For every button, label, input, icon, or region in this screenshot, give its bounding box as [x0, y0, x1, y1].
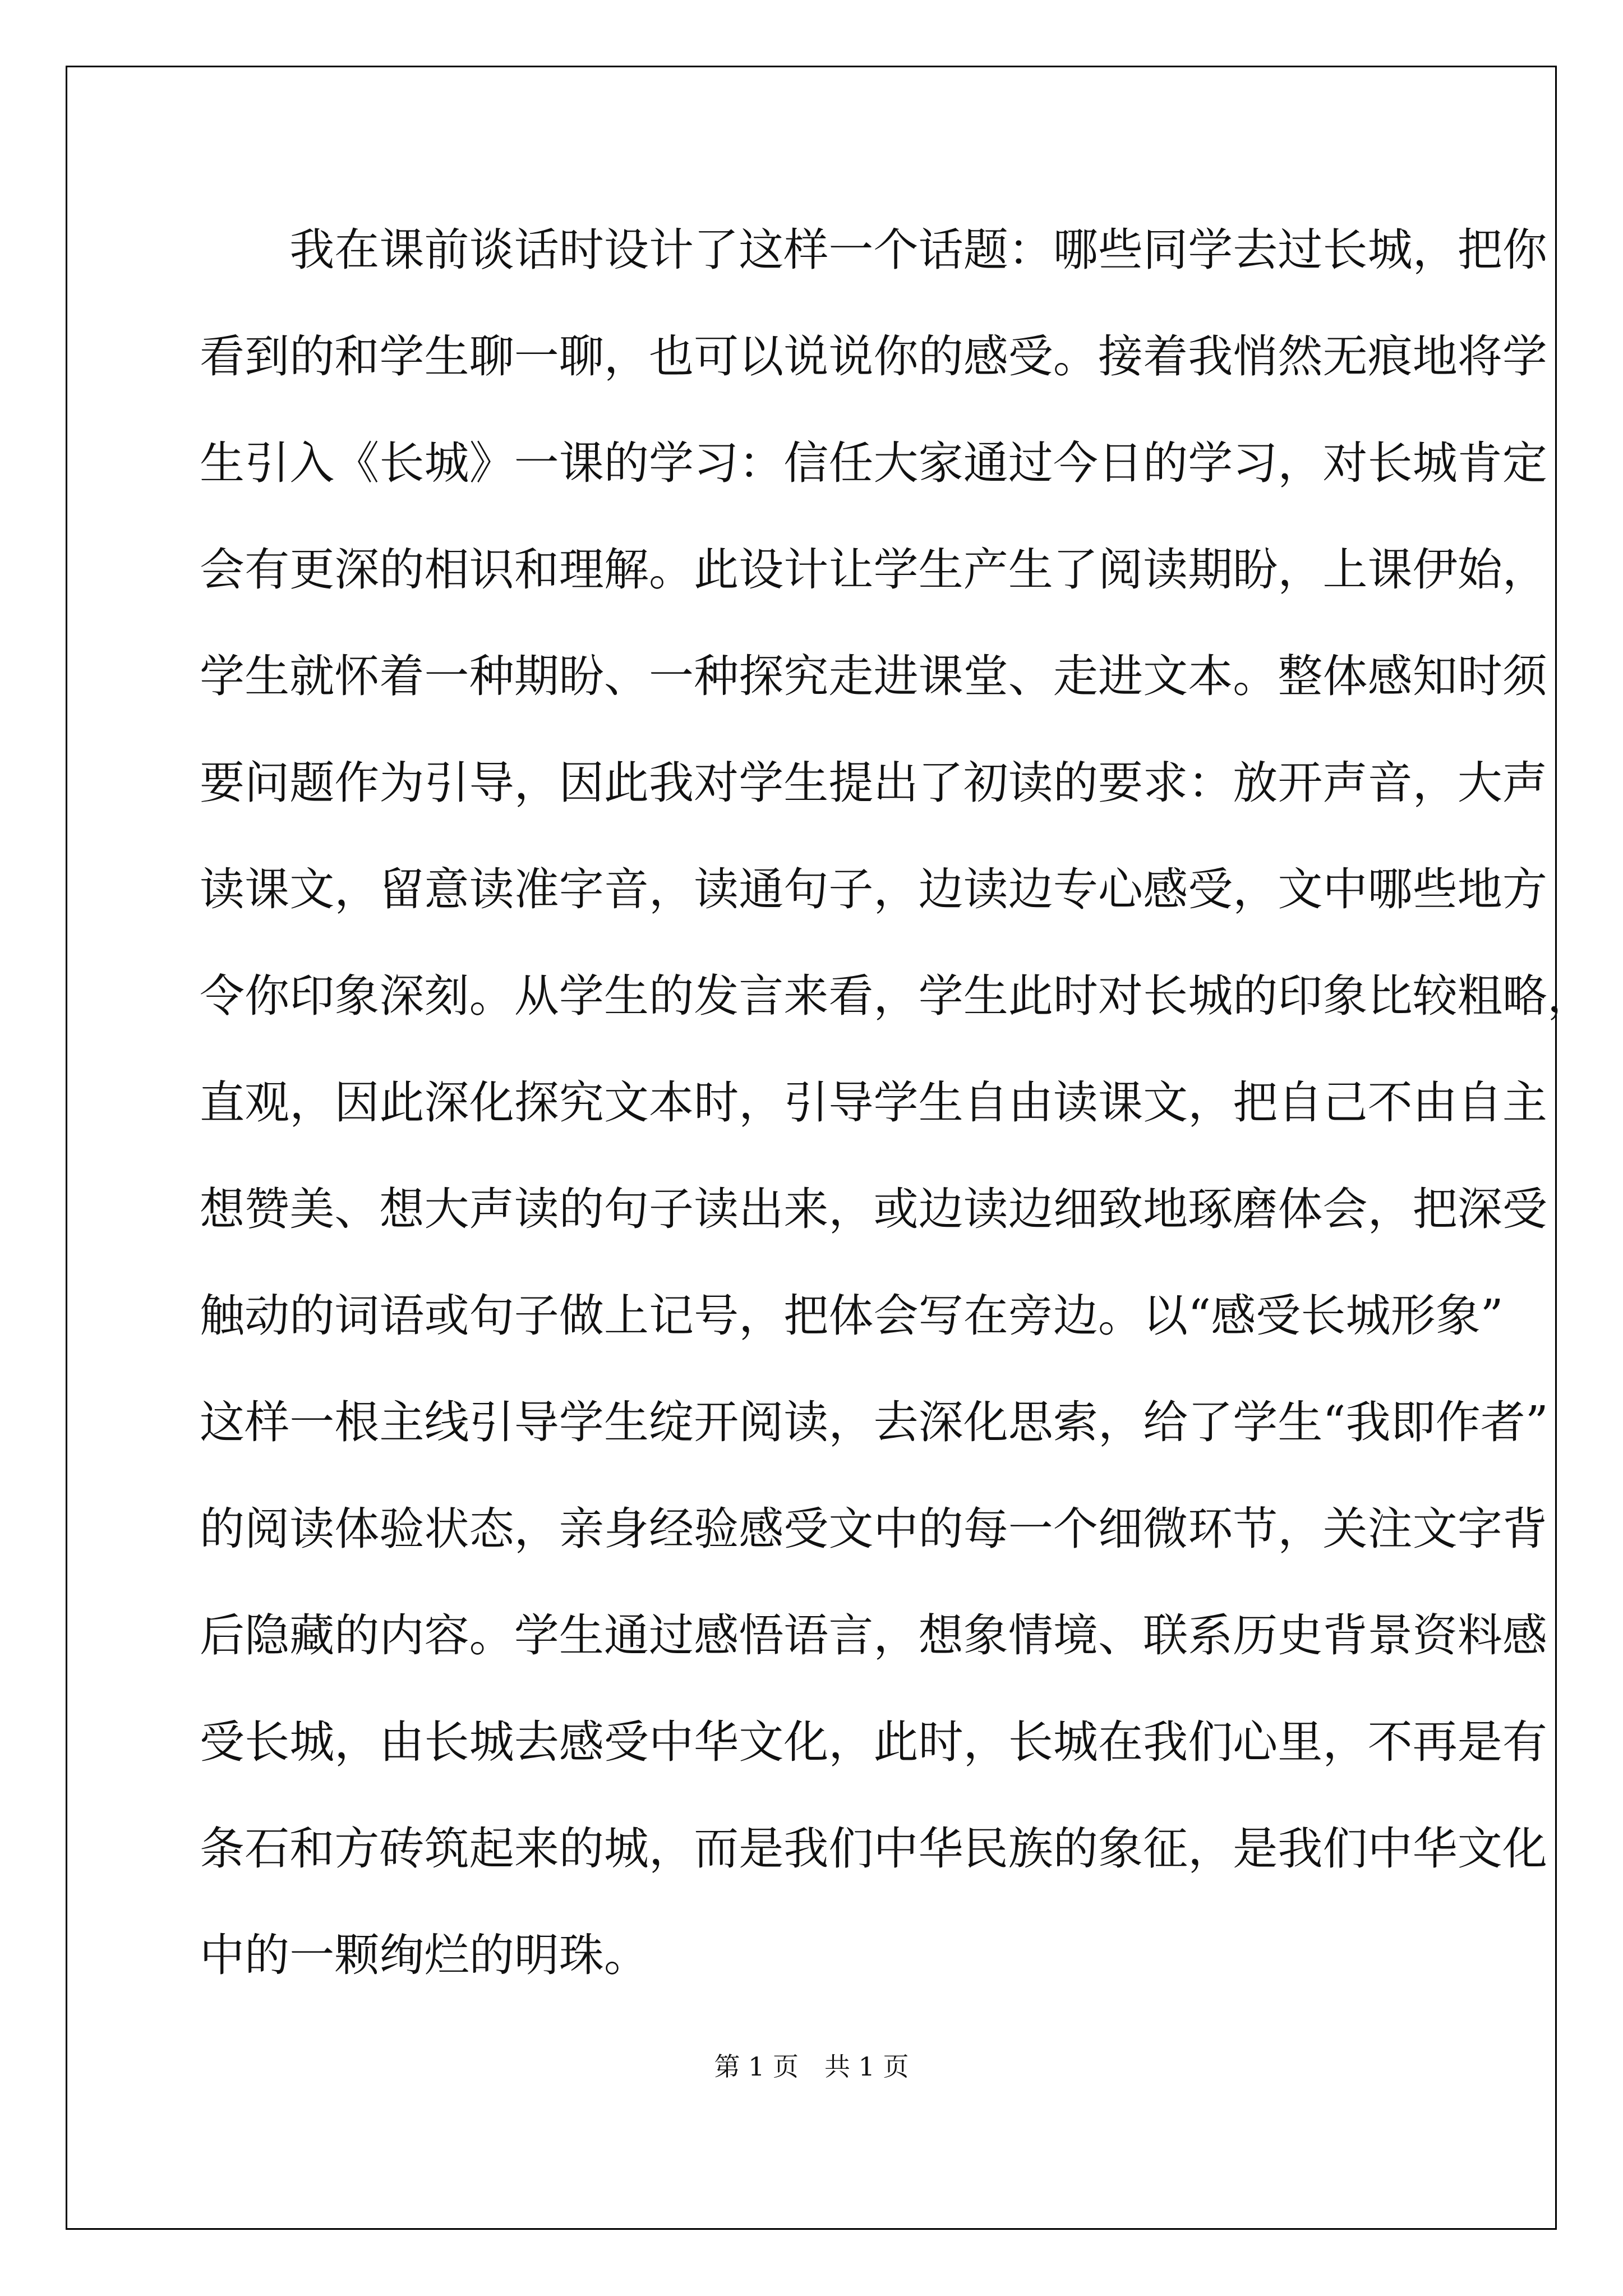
paragraph-line: 想赞美、想大声读的句子读出来，或边读边细致地琢磨体会，把深受	[200, 1183, 1547, 1235]
paragraph-line: 读课文，留意读准字音，读通句子，边读边专心感受，文中哪些地方	[200, 863, 1547, 915]
paragraph-line: 会有更深的相识和理解。此设计让学生产生了阅读期盼，上课伊始，	[200, 544, 1547, 596]
page-number-footer: 第 1 页 共 1 页	[714, 2051, 909, 2082]
paragraph-line: 中的一颗绚烂的明珠。	[200, 1929, 649, 1981]
paragraph-line: 看到的和学生聊一聊，也可以说说你的感受。接着我悄然无痕地将学	[200, 330, 1547, 383]
paragraph-line: 的阅读体验状态，亲身经验感受文中的每一个细微环节，关注文字背	[200, 1503, 1547, 1555]
paragraph-line: 生引入《长城》一课的学习：信任大家通过今日的学习，对长城肯定	[200, 437, 1547, 489]
paragraph-line: 令你印象深刻。从学生的发言来看，学生此时对长城的印象比较粗略，	[200, 970, 1593, 1022]
paragraph-line: 触动的词语或句子做上记号，把体会写在旁边。以“感受长城形象”	[200, 1290, 1504, 1342]
paragraph-line: 要问题作为引导，因此我对学生提出了初读的要求：放开声音，大声	[200, 757, 1547, 809]
paragraph-line: 我在课前谈话时设计了这样一个话题：哪些同学去过长城，把你	[200, 224, 1547, 276]
body-paragraph	[200, 211, 1593, 2023]
paragraph-line: 直观，因此深化探究文本时，引导学生自由读课文，把自己不由自主	[200, 1076, 1547, 1129]
paragraph-line: 后隐藏的内容。学生通过感悟语言，想象情境、联系历史背景资料感	[200, 1609, 1547, 1662]
paragraph-line: 学生就怀着一种期盼、一种探究走进课堂、走进文本。整体感知时须	[200, 650, 1547, 702]
paragraph-line: 这样一根主线引导学生绽开阅读，去深化思索，给了学生“我即作者”	[200, 1396, 1548, 1448]
paragraph-line: 受长城，由长城去感受中华文化，此时，长城在我们心里，不再是有	[200, 1716, 1547, 1768]
paragraph-line: 条石和方砖筑起来的城，而是我们中华民族的象征，是我们中华文化	[200, 1823, 1547, 1875]
